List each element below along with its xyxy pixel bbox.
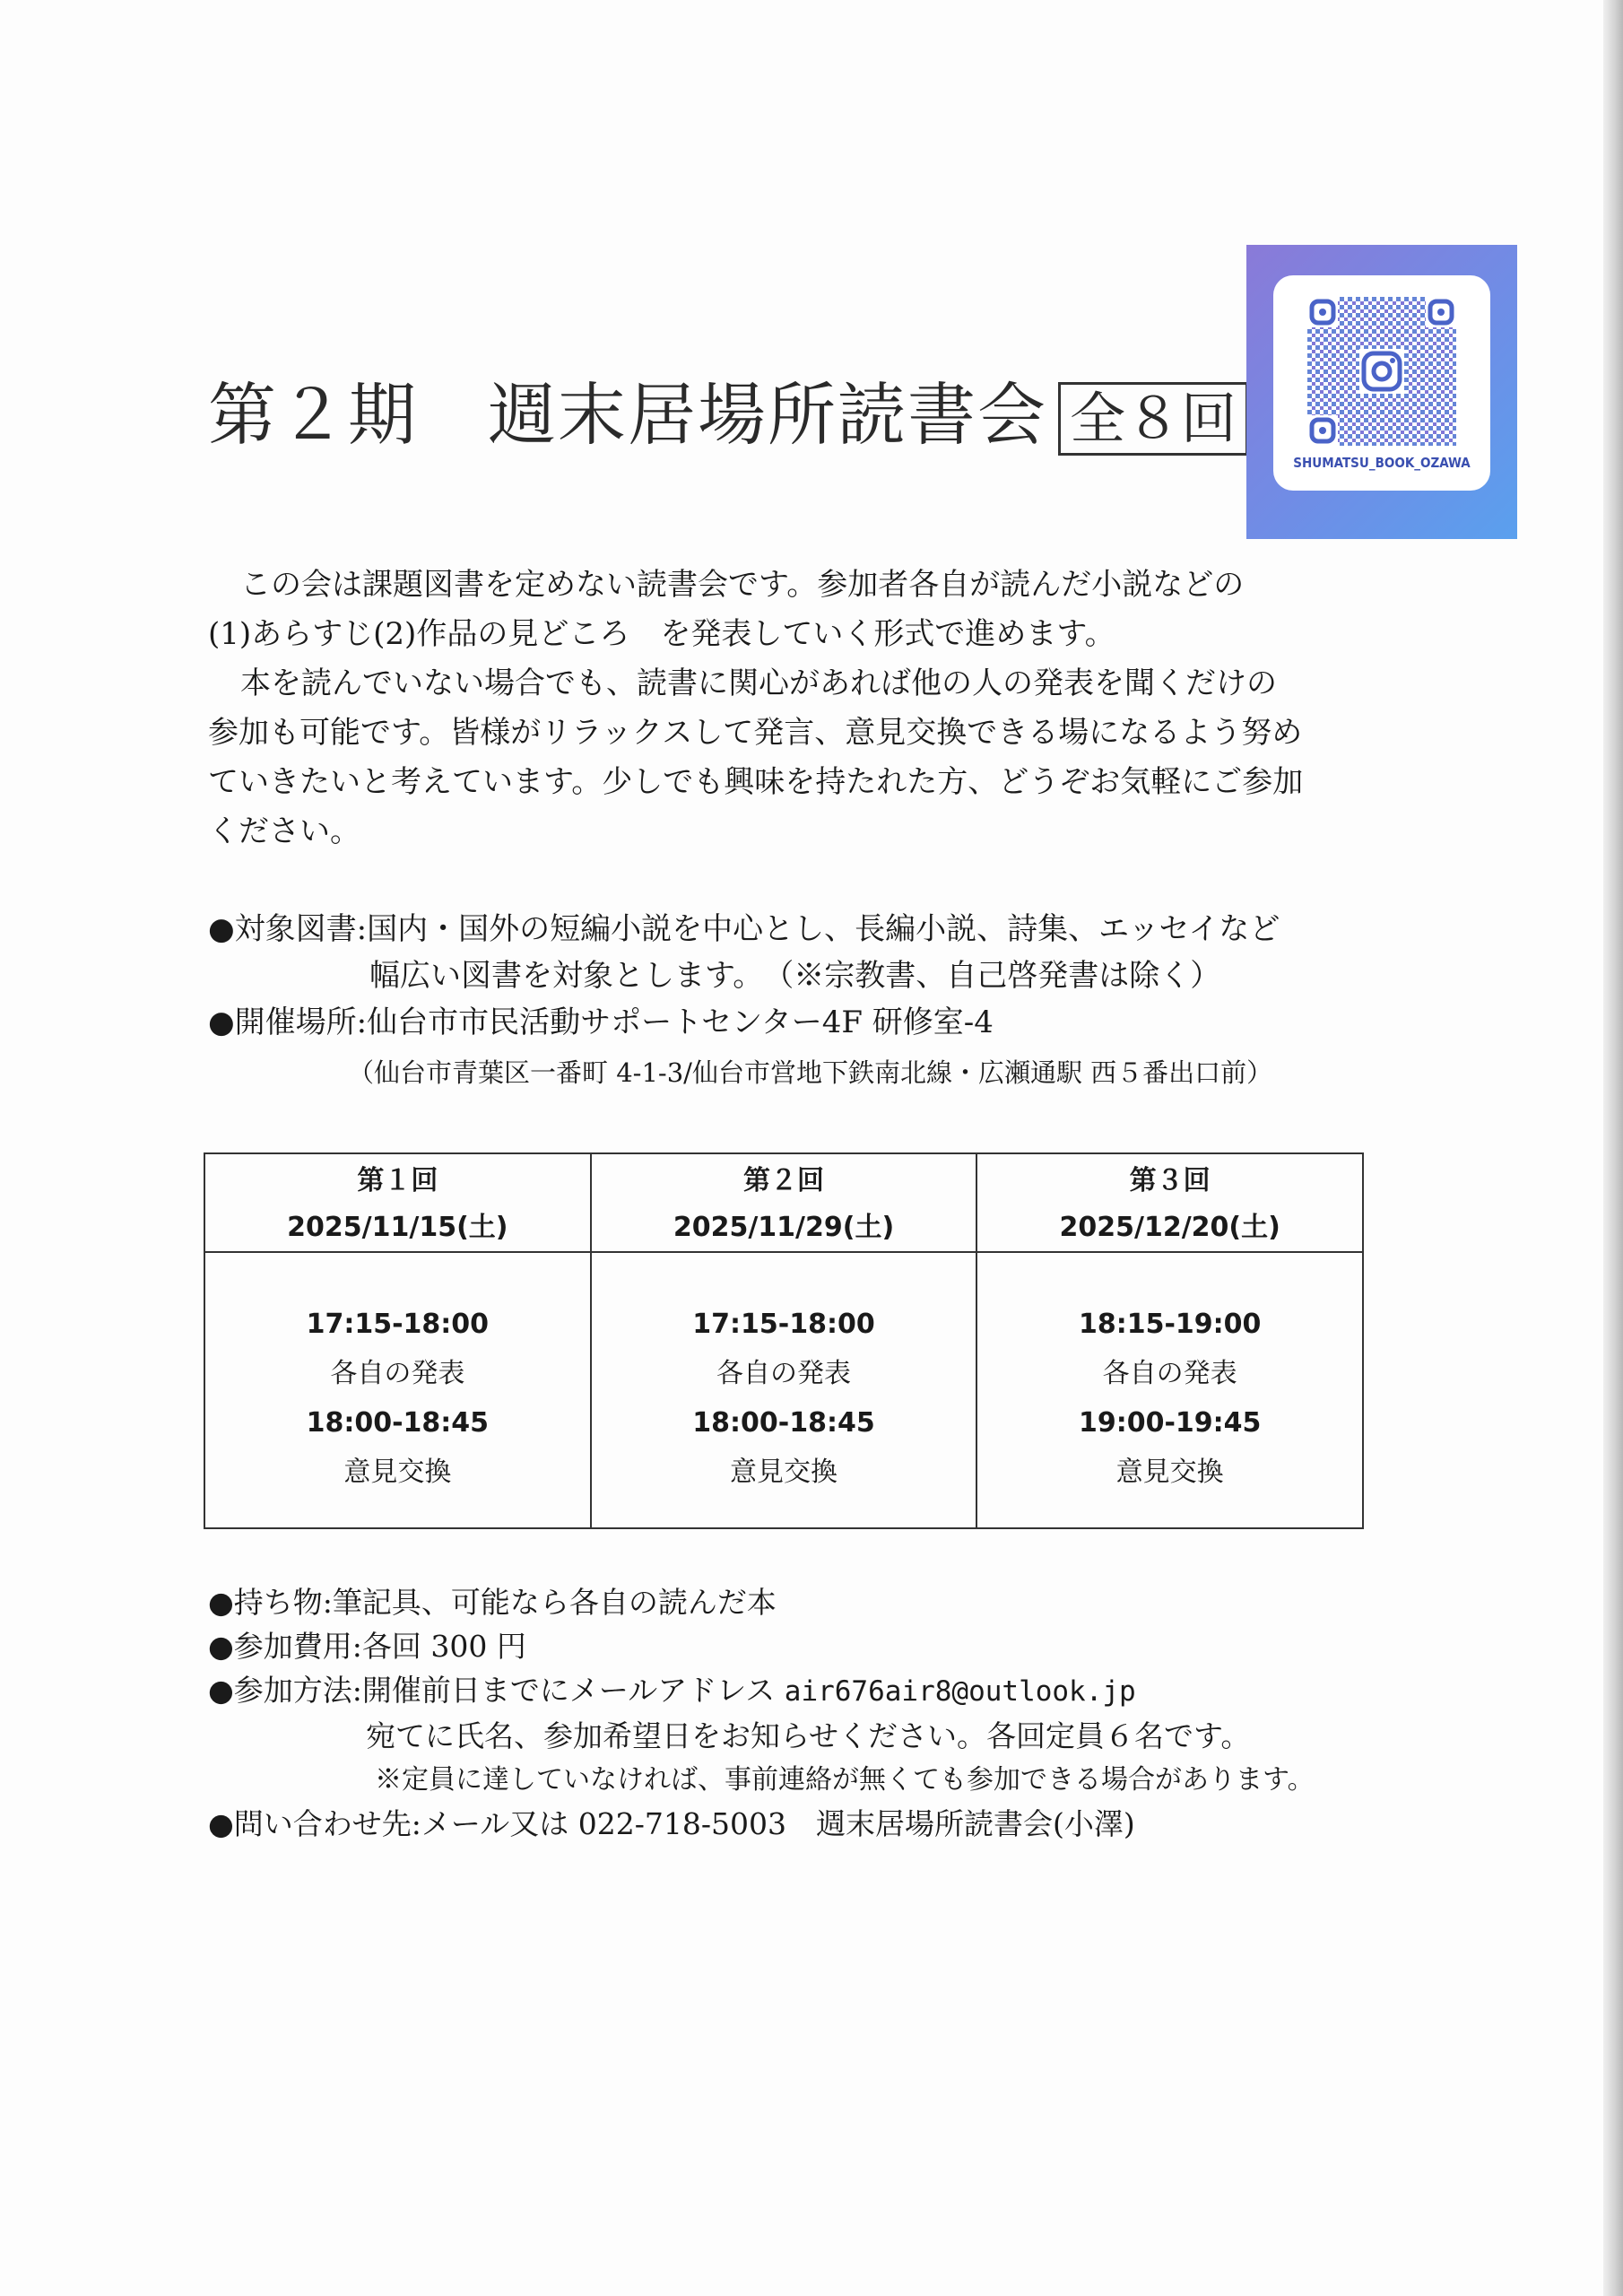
round-date: 2025/11/15(土): [287, 1212, 508, 1243]
instagram-qr-card: [1246, 245, 1517, 539]
apply-text: 開催前日までにメールアドレス: [361, 1673, 776, 1708]
intro-line: ていきたいと考えています。少しでも興味を持たれた方、どうぞお気軽にご参加: [208, 764, 1304, 800]
time-slot-1: 18:15-19:00: [1078, 1309, 1262, 1340]
schedule-column-3: [977, 1154, 1362, 1527]
round-label: 第１回: [357, 1165, 438, 1196]
contact: [208, 1802, 1401, 1846]
qr-card-inner: [1273, 275, 1490, 491]
schedule-column-2: [592, 1154, 978, 1527]
round-date: 2025/11/29(土): [673, 1212, 895, 1243]
info-list: [208, 906, 1392, 1100]
round-label: 第２回: [743, 1165, 824, 1196]
apply-note: ※定員に達していなければ、事前連絡が無くても参加できる場合があります。: [375, 1764, 1315, 1796]
schedule-header: [205, 1154, 590, 1253]
intro-line: 参加も可能です。皆様がリラックスして発言、意見交換できる場になるよう努め: [208, 715, 1303, 751]
venue-text: 仙台市市民活動サポートセンター4F 研修室-4: [367, 1004, 994, 1040]
activity-1: 各自の発表: [716, 1358, 851, 1389]
instagram-qr-code-icon: [1307, 297, 1456, 446]
bring-label: ●持ち物:: [208, 1585, 333, 1620]
time-slot-1: 17:15-18:00: [306, 1309, 490, 1340]
bring-items: [208, 1580, 1401, 1624]
intro-line: 本を読んでいない場合でも、読書に関心があれば他の人の発表を聞くだけの: [240, 665, 1277, 701]
instagram-handle: SHUMATSU_BOOK_OZAWA: [1293, 455, 1471, 471]
time-slot-2: 18:00-18:45: [692, 1407, 875, 1439]
fee: [208, 1624, 1401, 1668]
scan-edge-shadow: [1603, 0, 1623, 2296]
time-slot-2: 19:00-19:45: [1078, 1407, 1262, 1439]
page-title: 第２期 週末居場所読書会: [208, 375, 1047, 455]
schedule-header: [592, 1154, 976, 1253]
intro-text: [208, 561, 1374, 857]
bring-text: 筆記具、可能なら各自の読んだ本: [332, 1585, 777, 1620]
fee-text: 各回 300 円: [361, 1629, 526, 1664]
schedule-table: [204, 1152, 1364, 1529]
round-label: 第３回: [1129, 1165, 1211, 1196]
fee-label: ●参加費用:: [208, 1629, 362, 1664]
venue-label: ●開催場所:: [208, 1004, 368, 1040]
venue: [208, 999, 1392, 1046]
sessions-badge: 全８回: [1058, 382, 1248, 456]
activity-1: 各自の発表: [1102, 1358, 1237, 1389]
apply-method: [208, 1668, 1401, 1714]
intro-line: ください。: [208, 813, 360, 849]
schedule-header: [977, 1154, 1362, 1253]
intro-line: この会は課題図書を定めない読書会です。参加者各自が読んだ小説などの: [240, 567, 1245, 603]
activity-2: 意見交換: [1115, 1457, 1224, 1488]
email-address: air676air8@outlook.jp: [784, 1675, 1136, 1708]
time-slot-2: 18:00-18:45: [306, 1407, 490, 1439]
target-books-label: ●対象図書:: [208, 911, 368, 947]
activity-2: 意見交換: [730, 1457, 838, 1488]
activity-2: 意見交換: [343, 1457, 452, 1488]
schedule-body: [205, 1253, 590, 1527]
venue-address: （仙台市青葉区一番町 4-1-3/仙台市営地下鉄南北線・広瀬通駅 西５番出口前）: [348, 1057, 1273, 1088]
target-books-continued: 幅広い図書を対象とします。 （※宗教書、自己啓発書は除く）: [369, 958, 1221, 994]
schedule-body: [977, 1253, 1362, 1527]
target-books: [208, 906, 1392, 952]
apply-continued: 宛てに氏名、参加希望日をお知らせください。各回定員６名です。: [366, 1718, 1251, 1753]
intro-line: (1)あらすじ(2)作品の見どころ を発表していく形式で進めます。: [208, 616, 1115, 652]
target-books-text: 国内・国外の短編小説を中心とし、長編小説、詩集、エッセイなど: [367, 911, 1280, 947]
round-date: 2025/12/20(土): [1059, 1212, 1280, 1243]
activity-1: 各自の発表: [330, 1358, 465, 1389]
time-slot-1: 17:15-18:00: [692, 1309, 875, 1340]
details-list: [208, 1580, 1401, 1846]
apply-label: ●参加方法:: [208, 1673, 362, 1708]
contact-label: ●問い合わせ先:: [208, 1806, 421, 1841]
schedule-body: [592, 1253, 976, 1527]
contact-text: メール又は 022-718-5003 週末居場所読書会(小澤): [421, 1806, 1135, 1841]
schedule-column-1: [205, 1154, 592, 1527]
